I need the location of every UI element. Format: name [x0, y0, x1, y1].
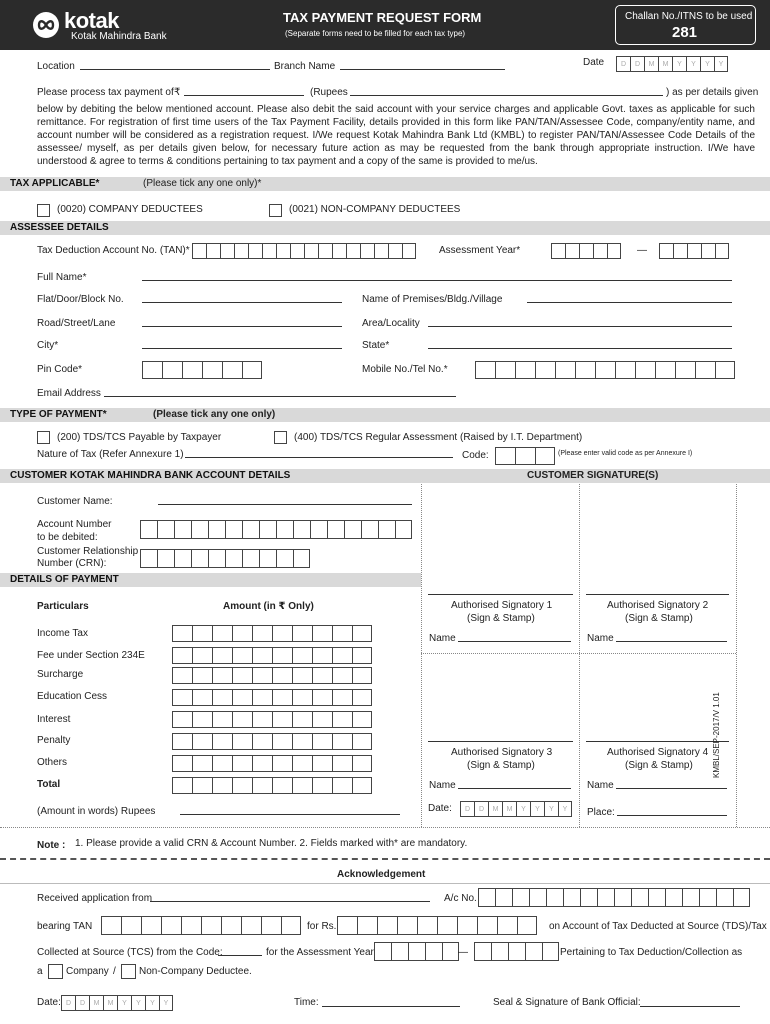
signatory-1-sign-line[interactable] [428, 594, 573, 595]
ack-noncompany-label: Non-Company Deductee. [139, 966, 252, 977]
kotak-logo-icon [33, 12, 59, 38]
form-subtitle: (Separate forms need to be filled for each tax type) [285, 29, 466, 38]
row-label-fee-234e: Fee under Section 234E [37, 650, 145, 661]
ack-heading-underline [0, 883, 770, 884]
amount-heading: Amount (in ₹ Only) [223, 601, 314, 612]
form-title: TAX PAYMENT REQUEST FORM [283, 10, 482, 25]
assessment-year-label: Assessment Year* [439, 245, 521, 256]
form-reference: KMBL/SEP-2017/V 1.01 [712, 692, 721, 778]
ack-acno-label: A/c No. [444, 893, 477, 904]
mobile-boxes[interactable] [475, 361, 735, 379]
signatory-2-name-label: Name [587, 633, 614, 644]
ack-seal-field[interactable] [640, 1006, 740, 1007]
location-label: Location [37, 61, 75, 72]
code-boxes[interactable] [495, 447, 555, 465]
ack-a-label: a [37, 966, 43, 977]
signatory-4-title: Authorised Signatory 4 [607, 747, 709, 758]
amount-words-label: (Amount in words) Rupees [37, 806, 156, 817]
signatory-4-subtitle: (Sign & Stamp) [625, 760, 693, 771]
amount-boxes-total[interactable] [172, 777, 372, 794]
brand-name: kotak [64, 8, 119, 33]
noncompany-deductees-checkbox[interactable] [269, 204, 282, 217]
location-field[interactable] [80, 69, 270, 70]
date-boxes[interactable]: D D M M Y Y Y Y [616, 56, 728, 72]
ack-amount-boxes[interactable] [337, 916, 537, 935]
area-field[interactable] [428, 326, 732, 327]
payment-type-hint: (Please tick any one only) [153, 409, 276, 420]
ack-received-label: Received application from [37, 893, 153, 904]
rupee-sign: ₹ [174, 87, 181, 98]
signatory-1-name-label: Name [429, 633, 456, 644]
signatory-3-name-field[interactable] [458, 788, 571, 789]
signatory-2-sign-line[interactable] [586, 594, 729, 595]
branch-label: Branch Name [274, 61, 336, 72]
note-text: 1. Please provide a valid CRN & Account Number. 2. Fields marked with* are mandatory. [75, 838, 468, 849]
payment-type-heading: TYPE OF PAYMENT* [10, 409, 107, 420]
ack-ay-end-boxes[interactable] [474, 942, 559, 961]
flat-field[interactable] [142, 302, 342, 303]
assessee-bar [0, 221, 770, 235]
payment-details-heading: DETAILS OF PAYMENT [10, 574, 119, 585]
rupees-words-field[interactable] [350, 95, 663, 96]
tax-applicable-hint: (Please tick any one only)* [143, 178, 262, 189]
row-label-surcharge: Surcharge [37, 669, 84, 680]
code-label: Code: [462, 450, 489, 461]
signatory-1-subtitle: (Sign & Stamp) [467, 613, 535, 624]
signature-area-border-right [579, 484, 580, 827]
ack-pertaining-text: Pertaining to Tax Deduction/Collection as [560, 947, 743, 958]
ack-acno-boxes[interactable] [478, 888, 750, 907]
challan-box [615, 5, 756, 45]
tan-boxes[interactable] [192, 243, 416, 259]
place-field[interactable] [617, 815, 727, 816]
amount-boxes-education-cess[interactable] [172, 689, 372, 706]
email-field[interactable] [104, 396, 456, 397]
row-label-penalty: Penalty [37, 735, 71, 746]
flat-label: Flat/Door/Block No. [37, 294, 124, 305]
company-deductees-label: (0020) COMPANY DEDUCTEES [57, 204, 203, 215]
nature-label: Nature of Tax (Refer Annexure 1) [37, 449, 184, 460]
signatory-1-name-field[interactable] [458, 641, 571, 642]
row-label-income-tax: Income Tax [37, 628, 88, 639]
tan-label: Tax Deduction Account No. (TAN)* [37, 245, 190, 256]
pin-boxes[interactable] [142, 361, 262, 379]
year-dash: — [637, 245, 647, 256]
customer-name-label: Customer Name: [37, 496, 113, 507]
signatory-3-sign-line[interactable] [428, 741, 573, 742]
tax-applicable-bar [0, 177, 770, 191]
pin-label: Pin Code* [37, 364, 83, 375]
row-label-others: Others [37, 757, 68, 768]
note-divider [0, 827, 770, 828]
ack-received-field[interactable] [150, 901, 430, 902]
noncompany-deductees-label: (0021) NON-COMPANY DEDUCTEES [289, 204, 461, 215]
signature-area-border-right-edge [736, 484, 737, 827]
amount-boxes-income-tax[interactable] [172, 625, 372, 642]
tds-regular-checkbox[interactable] [274, 431, 287, 444]
ack-slash: / [113, 966, 116, 977]
ack-date-boxes[interactable]: D D M M Y Y Y Y [61, 995, 173, 1011]
mobile-label: Mobile No./Tel No.* [362, 364, 448, 375]
ack-time-field[interactable] [322, 1006, 460, 1007]
ack-for-rs-label: for Rs. [307, 921, 337, 932]
signatory-3-subtitle: (Sign & Stamp) [467, 760, 535, 771]
nature-field[interactable] [185, 457, 453, 458]
signatory-4-name-field[interactable] [616, 788, 727, 789]
tds-payable-checkbox[interactable] [37, 431, 50, 444]
signature-date-label: Date: [428, 803, 452, 814]
pay-text: Please process tax payment of [37, 87, 174, 98]
amount-boxes-penalty[interactable] [172, 733, 372, 750]
area-label: Area/Locality [362, 318, 420, 329]
amount-boxes-interest[interactable] [172, 711, 372, 728]
ack-time-label: Time: [294, 997, 319, 1008]
ack-collected-label: Collected at Source (TCS) from the Code: [37, 947, 223, 958]
row-label-total: Total [37, 779, 61, 790]
road-label: Road/Street/Lane [37, 318, 116, 329]
assessee-heading: ASSESSEE DETAILS [10, 222, 109, 233]
ack-on-account-text: on Account of Tax Deducted at Source (TDS)/Tax [549, 921, 767, 932]
amount-boxes-surcharge[interactable] [172, 667, 372, 684]
account-number-label-1: Account Number [37, 519, 112, 530]
rupees-label: (Rupees [310, 87, 348, 98]
premises-label: Name of Premises/Bldg./Village [362, 294, 503, 305]
signatory-3-title: Authorised Signatory 3 [451, 747, 553, 758]
crn-boxes[interactable] [140, 549, 310, 568]
account-bar [0, 469, 770, 483]
signatory-1-title: Authorised Signatory 1 [451, 600, 553, 611]
signatory-2-title: Authorised Signatory 2 [607, 600, 709, 611]
ack-heading: Acknowledgement [337, 869, 426, 880]
assessment-year-end[interactable] [659, 243, 729, 259]
crn-label-2: Number (CRN): [37, 558, 107, 569]
amount-words-field[interactable] [180, 814, 400, 815]
payment-type-bar [0, 408, 770, 422]
date-label: Date [583, 57, 605, 68]
state-field[interactable] [428, 348, 732, 349]
city-field[interactable] [142, 348, 342, 349]
challan-label: Challan No./ITNS to be used [625, 11, 753, 22]
ack-for-ay-label: for the Assessment Year [266, 947, 374, 958]
row-label-interest: Interest [37, 714, 71, 725]
signatory-3-name-label: Name [429, 780, 456, 791]
place-label: Place: [587, 807, 615, 818]
brand-subname: Kotak Mahindra Bank [71, 31, 167, 42]
full-name-label: Full Name* [37, 272, 87, 283]
signature-heading: CUSTOMER SIGNATURE(S) [527, 470, 659, 481]
challan-number: 281 [672, 24, 698, 41]
signatory-2-name-field[interactable] [616, 641, 727, 642]
tds-regular-label: (400) TDS/TCS Regular Assessment (Raised by I.T. Department) [294, 432, 583, 443]
amount-field[interactable] [184, 95, 304, 96]
ack-year-dash: — [458, 947, 468, 958]
branch-field[interactable] [340, 69, 505, 70]
terms-paragraph: below by debiting the below mentioned account. Please also debit the said account with your service charges and applicable Govt. taxes as applicable for such remittance. For registration of first time users of the Tax Payment Facility, details provided in this form like PAN/TAN/Assessee Code, company/entity name, and account number will be considered as a registration request. I/We request Kotak Mahindra Bank Ltd (KMBL) to register PAN/TAN/Assessee Code Details of the assessee/ myself, as per details given below, for necessary future action as may be requested from the bank through appropriate instruction. I/We have understood & agree to terms & conditions pertaining to tax payment and a copy of the same is provided to me/us. [37, 104, 755, 167]
ack-tan-boxes[interactable] [101, 916, 301, 935]
signatory-4-sign-line[interactable] [586, 741, 729, 742]
premises-field[interactable] [527, 302, 732, 303]
row-label-education-cess: Education Cess [37, 691, 108, 702]
code-note: (Please enter valid code as per Annexure I) [558, 450, 693, 457]
crn-label-1: Customer Relationship [37, 546, 139, 557]
state-label: State* [362, 340, 390, 351]
road-field[interactable] [142, 326, 342, 327]
ack-company-checkbox[interactable] [48, 964, 63, 979]
ack-company-label: Company [66, 966, 109, 977]
signatory-4-name-label: Name [587, 780, 614, 791]
customer-name-field[interactable] [158, 504, 412, 505]
signature-date-boxes[interactable]: D D M M Y Y Y Y [460, 801, 572, 817]
account-number-label-2: to be debited: [37, 532, 98, 543]
signatory-2-subtitle: (Sign & Stamp) [625, 613, 693, 624]
signature-area-border-mid [421, 653, 736, 654]
amount-boxes-others[interactable] [172, 755, 372, 772]
amount-boxes-fee-234e[interactable] [172, 647, 372, 664]
signature-area-border [421, 484, 422, 827]
ack-noncompany-checkbox[interactable] [121, 964, 136, 979]
ack-ay-start-boxes[interactable] [374, 942, 459, 961]
tds-payable-label: (200) TDS/TCS Payable by Taxpayer [57, 432, 222, 443]
account-number-boxes[interactable] [140, 520, 412, 539]
ack-date-label: Date: [37, 997, 61, 1008]
account-heading: CUSTOMER KOTAK MAHINDRA BANK ACCOUNT DETAILS [10, 470, 291, 481]
payment-details-bar [0, 573, 421, 587]
as-per-text: ) as per details given [666, 87, 759, 98]
tax-applicable-heading: TAX APPLICABLE* [10, 178, 100, 189]
ack-code-field[interactable] [218, 955, 262, 956]
ack-seal-label: Seal & Signature of Bank Official: [493, 997, 641, 1008]
full-name-field[interactable] [142, 280, 732, 281]
note-label: Note : [37, 840, 66, 851]
email-label: Email Address [37, 388, 101, 399]
city-label: City* [37, 340, 59, 351]
cut-line [0, 858, 770, 860]
assessment-year-start[interactable] [551, 243, 621, 259]
company-deductees-checkbox[interactable] [37, 204, 50, 217]
ack-bearing-label: bearing TAN [37, 921, 93, 932]
particulars-heading: Particulars [37, 601, 89, 612]
